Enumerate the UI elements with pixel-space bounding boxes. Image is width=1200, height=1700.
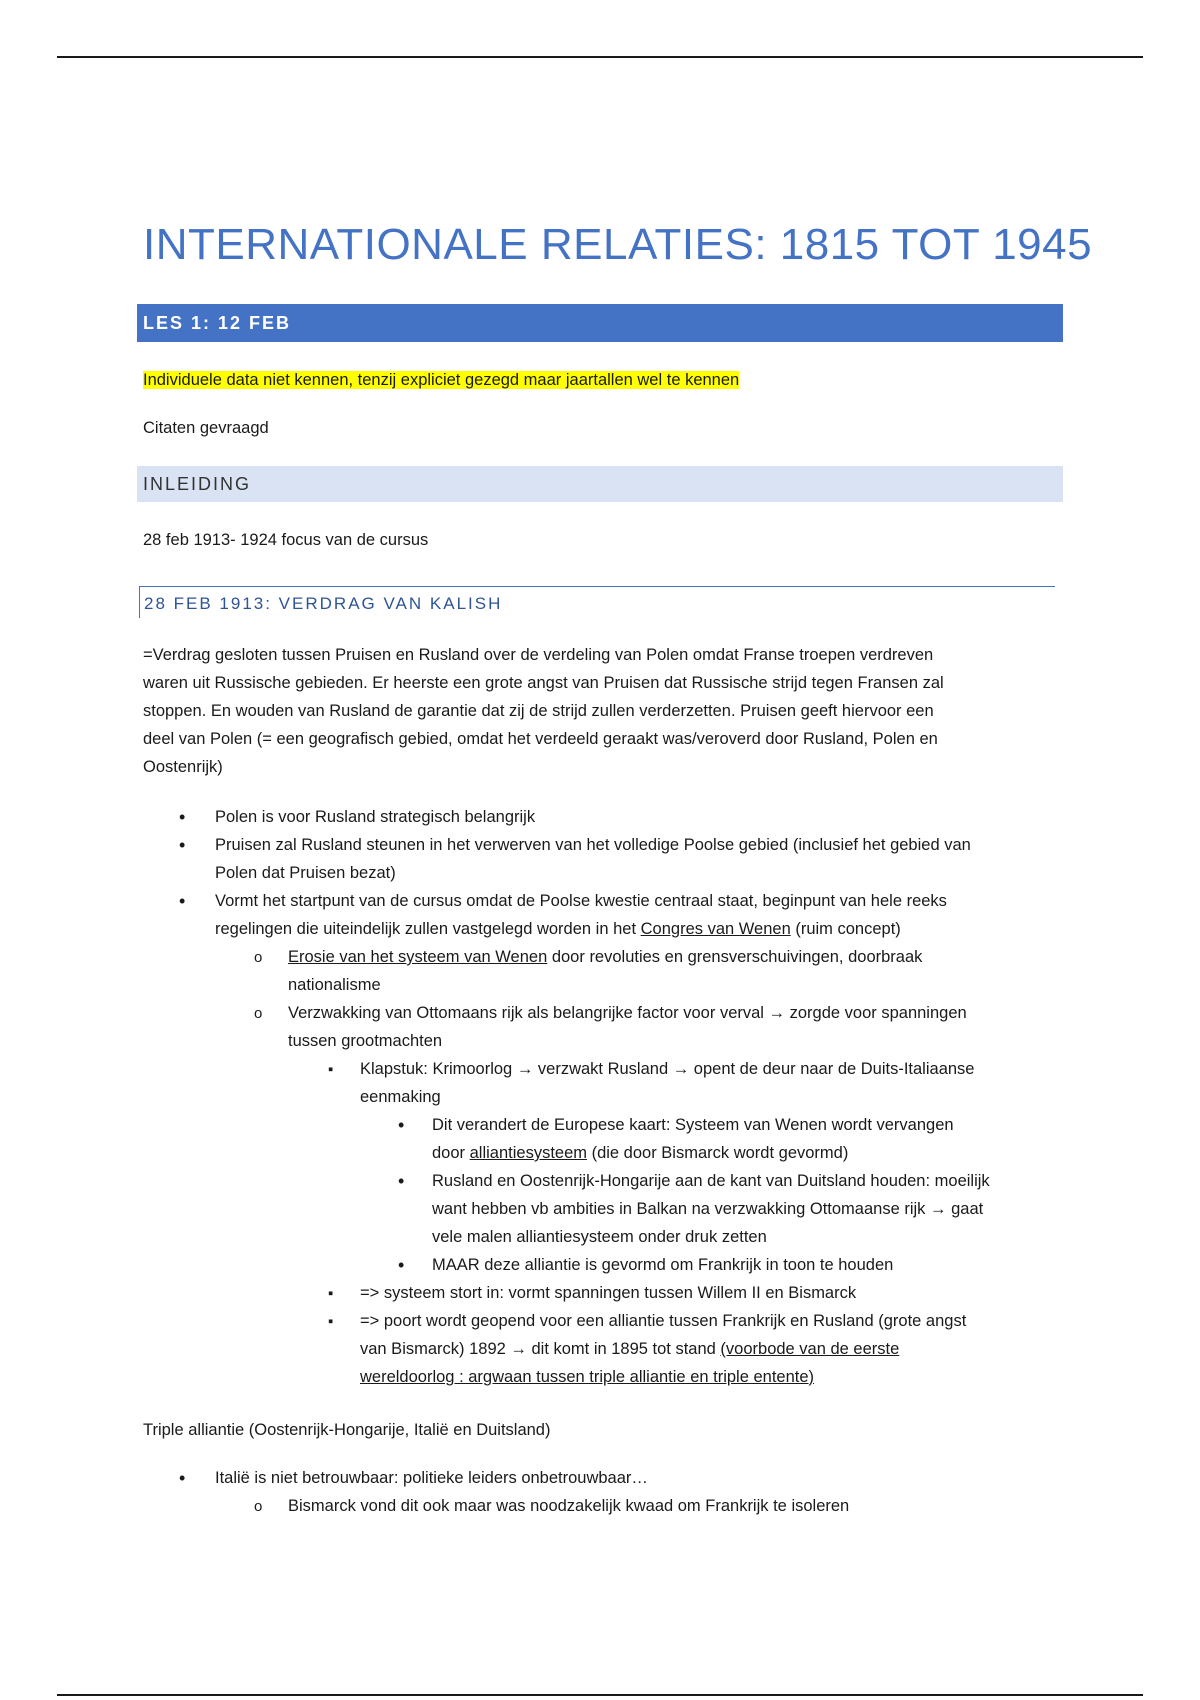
list-item: • Rusland en Oostenrijk-Hongarije aan de kant van Duitsland houden: moeilijk want hebben vb ambities in Balkan na verzwakking Ottomaanse rijk → gaat vele malen alliantiesysteem onder druk zetten xyxy=(143,1167,1063,1251)
paragraph-line: waren uit Russische gebieden. Er heerste een grote angst van Pruisen dat Russische strijd tegen Fransen zal xyxy=(143,674,944,692)
bullet-icon xyxy=(398,1167,404,1196)
list-item: • MAAR deze alliantie is gevormd om Frankrijk in toon te houden xyxy=(143,1251,1063,1279)
list-item: ▪ => systeem stort in: vormt spanningen tussen Willem II en Bismarck xyxy=(143,1279,1063,1307)
list-item: • Dit verandert de Europese kaart: Systeem van Wenen wordt vervangen door alliantiesysteem (die door Bismarck wordt gevormd) xyxy=(143,1111,1063,1167)
list-item: ▪ => poort wordt geopend voor een alliantie tussen Frankrijk en Rusland (grote angst van Bismarck) 1892 → dit komt in 1895 tot stand (voorbode van de eerste wereldoorlog : argwaan tussen triple alliantie en triple entente) xyxy=(143,1307,1063,1391)
congres-van-wenen-link: Congres van Wenen xyxy=(640,920,791,938)
bullet-icon xyxy=(398,1251,404,1280)
document-title: INTERNATIONALE RELATIES: 1815 TOT 1945 xyxy=(143,220,1093,269)
paragraph-line: =Verdrag gesloten tussen Pruisen en Rusland over de verdeling van Polen omdat Franse troepen verdreven xyxy=(143,646,934,664)
list-item: ▪ Klapstuk: Krimoorlog → verzwakt Rusland → opent de deur naar de Duits-Italiaanse eenmaking xyxy=(143,1055,1063,1111)
note-citaten: Citaten gevraagd xyxy=(143,419,269,437)
verdrag-paragraph xyxy=(143,641,1063,781)
bullet-icon xyxy=(179,1464,185,1493)
square-bullet-icon xyxy=(328,1307,333,1336)
intro-line: 28 feb 1913- 1924 focus van de cursus xyxy=(143,531,429,549)
list-item: • Italië is niet betrouwbaar: politieke leiders onbetrouwbaar… xyxy=(143,1464,1063,1492)
circle-bullet-icon xyxy=(254,999,262,1028)
list-item: • Pruisen zal Rusland steunen in het verwerven van het volledige Poolse gebied (inclusief het gebied van Polen dat Pruisen bezat) xyxy=(143,831,1063,887)
wereldoorlog-link: wereldoorlog xyxy=(360,1368,455,1386)
paragraph-line: deel van Polen (= een geografisch gebied, omdat het verdeeld geraakt was/veroverd door Rusland, Polen en xyxy=(143,730,938,748)
bullet-icon xyxy=(179,831,185,860)
section-heading-inleiding: INLEIDING xyxy=(137,466,1063,502)
list-item: • Polen is voor Rusland strategisch belangrijk xyxy=(143,803,1063,831)
circle-bullet-icon xyxy=(254,1492,262,1521)
square-bullet-icon xyxy=(328,1055,333,1084)
highlight-note xyxy=(143,366,739,394)
paragraph-line: Oostenrijk) xyxy=(143,758,223,776)
triple-bullet-list xyxy=(143,1464,1063,1520)
list-item: o Erosie van het systeem van Wenen door revoluties en grensverschuivingen, doorbraak nationalisme xyxy=(143,943,1063,999)
circle-bullet-icon xyxy=(254,943,262,972)
voorbode-link: (voorbode van de eerste xyxy=(720,1340,900,1358)
triple-alliantie-line: Triple alliantie (Oostenrijk-Hongarije, Italië en Duitsland) xyxy=(143,1421,551,1439)
paragraph-line: stoppen. En wouden van Rusland de garantie dat zij de strijd zullen verderzetten. Pruisen geeft hiervoor een xyxy=(143,702,934,720)
main-bullet-list xyxy=(143,803,1063,1391)
sub-heading-verdrag: 28 FEB 1913: VERDRAG VAN KALISH xyxy=(139,586,1055,618)
list-item: o Bismarck vond dit ook maar was noodzakelijk kwaad om Frankrijk te isoleren xyxy=(143,1492,1063,1520)
header-rule xyxy=(57,56,1143,58)
erosie-link: Erosie van het systeem van Wenen xyxy=(288,948,548,966)
square-bullet-icon xyxy=(328,1279,333,1308)
bullet-icon xyxy=(398,1111,404,1140)
alliantiesysteem-link: alliantiesysteem xyxy=(469,1144,587,1162)
lesson-heading: LES 1: 12 FEB xyxy=(137,304,1063,342)
bullet-icon xyxy=(179,803,185,832)
footer-rule xyxy=(57,1694,1143,1696)
list-item: • Vormt het startpunt van de cursus omdat de Poolse kwestie centraal staat, beginpunt van hele reeks regelingen die uiteindelijk zullen vastgelegd worden in het Congres van Wenen (ruim concept) xyxy=(143,887,1063,943)
bullet-icon xyxy=(179,887,185,916)
list-item: o Verzwakking van Ottomaans rijk als belangrijke factor voor verval → zorgde voor spanningen tussen grootmachten xyxy=(143,999,1063,1055)
highlight-note-text: Individuele data niet kennen, tenzij expliciet gezegd maar jaartallen wel te kennen xyxy=(143,371,740,389)
